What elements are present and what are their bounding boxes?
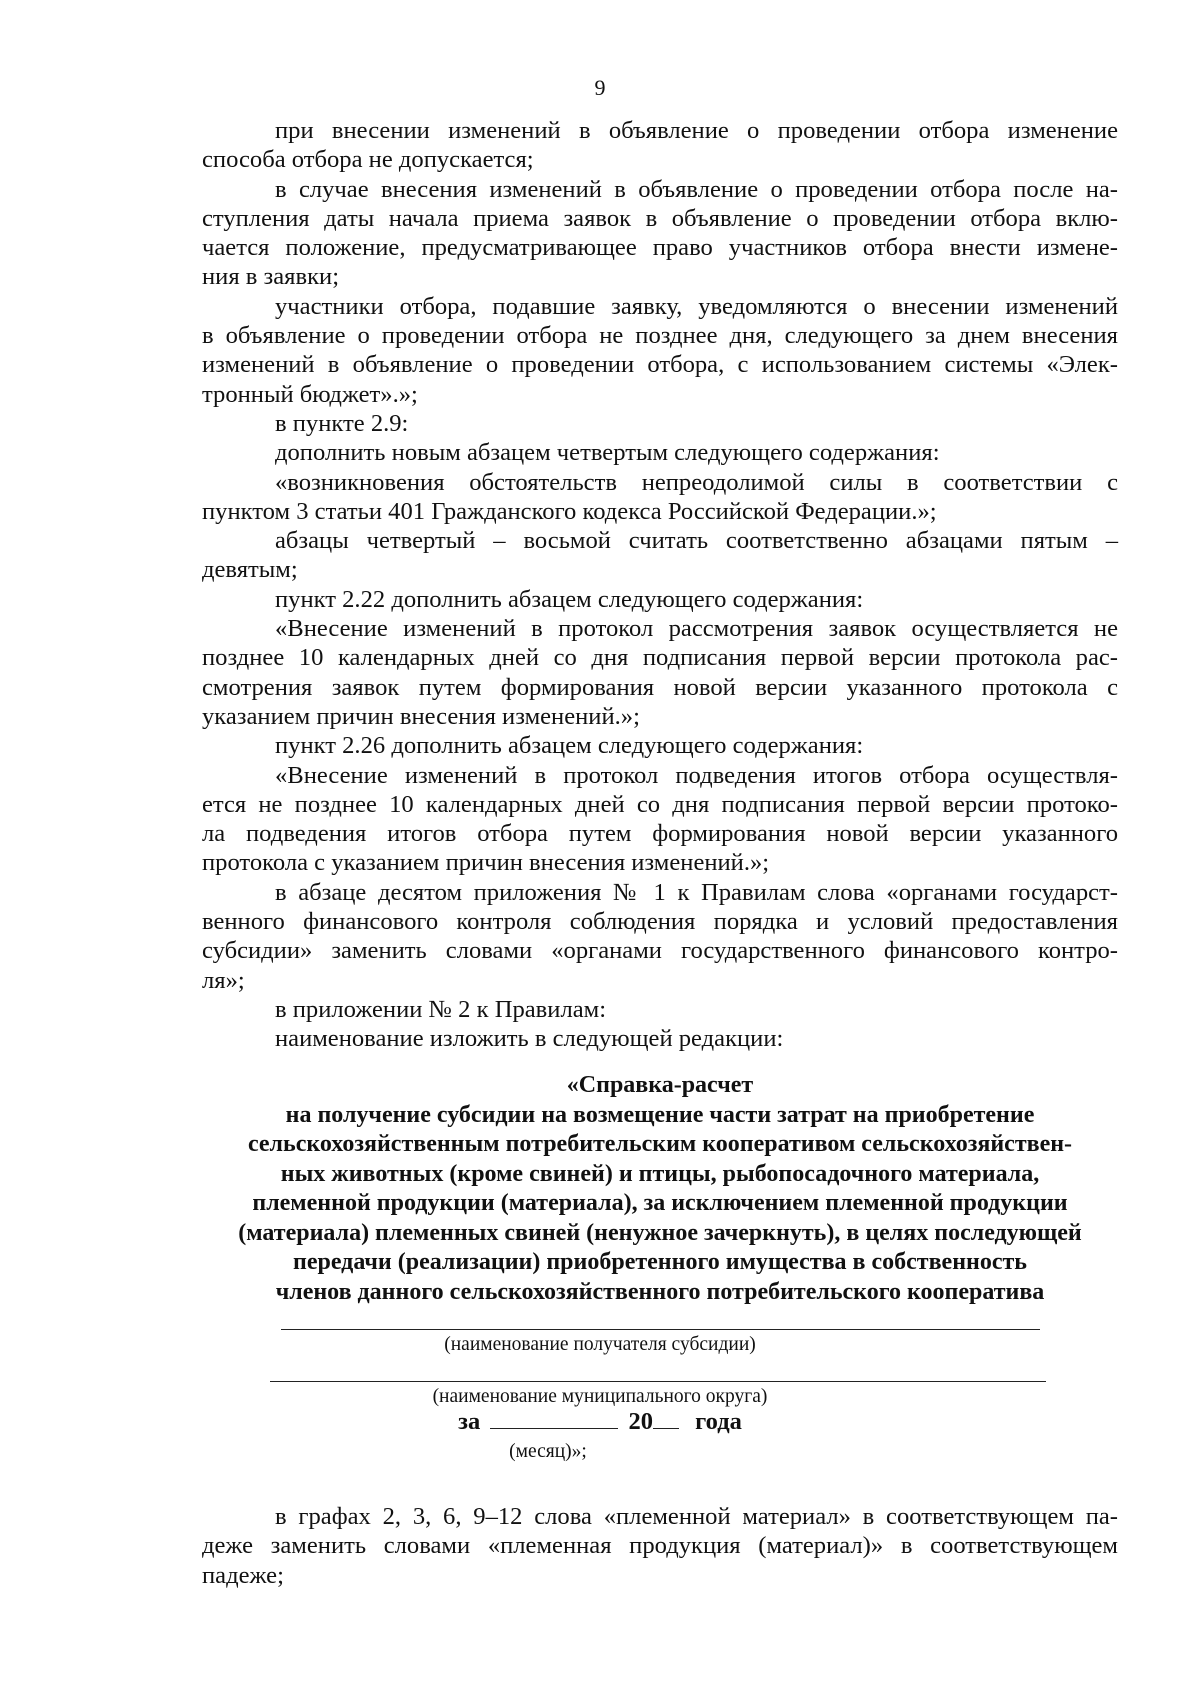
body-line: венного финансового контроля соблюдения порядка и условий предоставления	[202, 908, 1118, 936]
body-line: ла подведения итогов отбора путем формирования новой версии указанного	[202, 820, 1118, 848]
body-line: ния в заявки;	[202, 263, 340, 291]
district-fill-line	[270, 1381, 1046, 1382]
body-line: в случае внесения изменений в объявление о проведении отбора после на-	[275, 175, 1118, 203]
body-line: в абзаце десятом приложения № 1 к Правилам слова «органами государст-	[275, 878, 1118, 906]
month-blank	[490, 1427, 618, 1429]
recipient-caption: (наименование получателя субсидии)	[444, 1334, 756, 1355]
footer-text	[202, 1502, 1118, 1590]
recipient-fill-line	[281, 1329, 1040, 1330]
body-line: в приложении № 2 к Правилам:	[275, 995, 607, 1023]
body-line: «Внесение изменений в протокол подведения итогов отбора осуществля-	[275, 761, 1118, 789]
form-title-line: на получение субсидии на возмещение части затрат на приобретение	[285, 1101, 1035, 1128]
body-line: позднее 10 календарных дней со дня подписания первой версии протокола рас-	[202, 644, 1118, 672]
month-caption: (месяц)»;	[509, 1441, 587, 1462]
reporting-period	[0, 1407, 1200, 1437]
body-line: ступления даты начала приема заявок в объявление о проведении отбора вклю-	[202, 204, 1118, 232]
body-line: пункт 2.26 дополнить абзацем следующего содержания:	[275, 732, 864, 760]
body-line: указанием причин внесения изменений.»;	[202, 702, 640, 730]
body-line: участники отбора, подавшие заявку, уведомляются о внесении изменений	[275, 292, 1118, 320]
body-line: пункт 2.22 дополнить абзацем следующего содержания:	[275, 585, 864, 613]
footer-line: падеже;	[202, 1561, 284, 1589]
period-suffix: года	[695, 1408, 742, 1435]
year-blank	[653, 1427, 679, 1429]
body-line: ля»;	[202, 966, 245, 994]
footer-line: в графах 2, 3, 6, 9–12 слова «племенной материал» в соответствующем па-	[275, 1503, 1118, 1530]
body-text	[202, 116, 1118, 1054]
body-line: способа отбора не допускается;	[202, 146, 534, 174]
footer-line: деже заменить словами «племенная продукция (материал)» в соответствующем	[202, 1532, 1118, 1560]
form-title-line: (материала) племенных свиней (ненужное зачеркнуть), в целях последующей	[238, 1219, 1082, 1246]
body-line: наименование изложить в следующей редакции:	[275, 1025, 784, 1053]
body-line: пунктом 3 статьи 401 Гражданского кодекса Российской Федерации.»;	[202, 497, 937, 525]
body-line: ется не позднее 10 календарных дней со дня подписания первой версии протоко-	[202, 790, 1118, 818]
body-line: протокола с указанием причин внесения изменений.»;	[202, 849, 770, 877]
body-line: девятым;	[202, 556, 298, 584]
period-year-prefix: 20	[628, 1408, 654, 1435]
form-title-line: членов данного сельскохозяйственного потребительского кооператива	[275, 1278, 1045, 1305]
body-line: изменений в объявление о проведении отбора, с использованием системы «Элек-	[202, 351, 1118, 379]
form-title	[150, 1071, 1170, 1307]
body-line: субсидии» заменить словами «органами государственного финансового контро-	[202, 937, 1118, 965]
form-title-line: передачи (реализации) приобретенного имущества в собственность	[293, 1249, 1027, 1275]
body-line: чается положение, предусматривающее право участников отбора внести измене-	[202, 234, 1118, 262]
page-number: 9	[594, 75, 606, 100]
body-line: смотрения заявок путем формирования новой версии указанного протокола с	[202, 673, 1118, 701]
body-line: тронный бюджет».»;	[202, 380, 418, 408]
body-line: при внесении изменений в объявление о проведении отбора изменение	[275, 117, 1118, 144]
form-title-line: сельскохозяйственным потребительским кооперативом сельскохозяйствен-	[247, 1131, 1073, 1157]
period-prefix: за	[458, 1408, 481, 1435]
body-line: «возникновения обстоятельств непреодолимой силы в соответствии с	[275, 468, 1118, 496]
body-line: абзацы четвертый – восьмой считать соответственно абзацами пятым –	[275, 527, 1118, 555]
body-line: «Внесение изменений в протокол рассмотрения заявок осуществляется не	[275, 615, 1118, 643]
form-title-line: племенной продукции (материала), за исключением племенной продукции	[252, 1190, 1068, 1216]
body-line: в пункте 2.9:	[275, 409, 409, 437]
form-title-heading: «Справка-расчет	[566, 1072, 754, 1098]
district-caption: (наименование муниципального округа)	[432, 1386, 768, 1407]
form-title-line: ных животных (кроме свиней) и птицы, рыбопосадочного материала,	[280, 1160, 1040, 1187]
body-line: дополнить новым абзацем четвертым следующего содержания:	[275, 439, 940, 467]
body-line: в объявление о проведении отбора не позднее дня, следующего за днем внесения	[202, 322, 1118, 350]
